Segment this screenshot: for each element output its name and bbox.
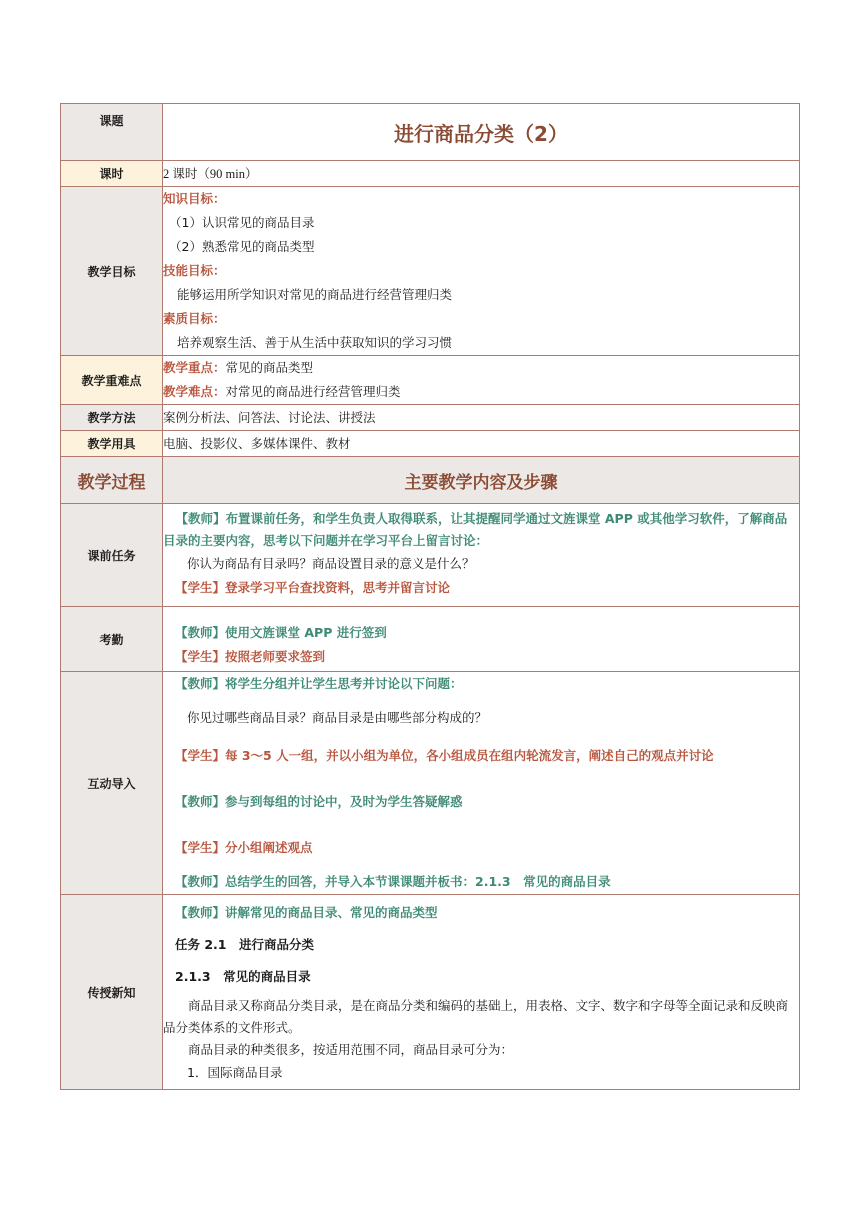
interaction-label: 互动导入: [61, 672, 163, 895]
attendance-teacher: 【教师】使用文旌课堂 APP 进行签到: [175, 625, 387, 640]
quality-item-1: 培养观察生活、善于从生活中获取知识的学习习惯: [177, 335, 453, 350]
interaction-student-1: 【学生】每 3～5 人一组，并以小组为单位，各小组成员在组内轮流发言，阐述自己的观点并讨论: [175, 748, 714, 763]
interaction-question: 你见过哪些商品目录？商品目录是由哪些部分构成的？: [187, 710, 488, 725]
focus-text: 常见的商品类型: [225, 360, 314, 375]
new-knowledge-row: [61, 895, 800, 1090]
list-item-1: 1．国际商品目录: [187, 1065, 283, 1080]
difficulty-line: [163, 380, 799, 404]
title-label: 课题: [61, 104, 163, 161]
methods-label: 教学方法: [61, 405, 163, 431]
tools-label: 教学用具: [61, 431, 163, 457]
new-knowledge-content: [163, 895, 800, 1090]
attendance-row: [61, 607, 800, 672]
pre-class-row: [61, 504, 800, 607]
objectives-content: [163, 187, 800, 356]
keypoints-content: [163, 356, 800, 405]
interaction-teacher-1: 【教师】将学生分组并让学生思考并讨论以下问题：: [175, 676, 463, 691]
hours-row: [61, 161, 800, 187]
interaction-teacher-2: 【教师】参与到每组的讨论中，及时为学生答疑解惑: [175, 794, 463, 809]
pre-class-label: 课前任务: [61, 504, 163, 607]
paragraph-1: 商品目录又称商品分类目录，是在商品分类和编码的基础上，用表格、文字、数字和字母等全面记录和反映商品分类体系的文件形式。: [163, 998, 789, 1035]
keypoints-label: 教学重难点: [61, 356, 163, 405]
difficulty-heading: 教学难点：: [163, 384, 226, 399]
title-row: [61, 104, 800, 161]
methods-value: 案例分析法、问答法、讨论法、讲授法: [163, 405, 800, 431]
lesson-title: 进行商品分类（2）: [163, 104, 800, 161]
pre-class-content: [163, 504, 800, 607]
knowledge-heading: 知识目标：: [163, 191, 226, 206]
pre-class-student: 【学生】登录学习平台查找资料，思考并留言讨论: [175, 580, 451, 595]
process-header-row: [61, 457, 800, 504]
interaction-teacher-3: 【教师】总结学生的回答，并导入本节课课题并板书：2.1.3 常见的商品目录: [175, 874, 611, 889]
process-header-right: 主要教学内容及步骤: [163, 457, 800, 504]
interaction-student-2: 【学生】分小组阐述观点: [175, 840, 313, 855]
skill-heading: 技能目标：: [163, 263, 226, 278]
interaction-content: [163, 672, 800, 895]
attendance-label: 考勤: [61, 607, 163, 672]
focus-line: [163, 356, 799, 380]
hours-value: 2 课时（90 min）: [163, 161, 800, 187]
tools-row: [61, 431, 800, 457]
tools-value: 电脑、投影仪、多媒体课件、教材: [163, 431, 800, 457]
pre-class-question: 你认为商品有目录吗？商品设置目录的意义是什么？: [187, 556, 475, 571]
attendance-content: [163, 607, 800, 672]
interaction-row: [61, 672, 800, 895]
objectives-row: [61, 187, 800, 356]
paragraph-2: 商品目录的种类很多，按适用范围不同，商品目录可分为：: [188, 1042, 514, 1057]
quality-heading: 素质目标：: [163, 311, 226, 326]
new-knowledge-label: 传授新知: [61, 895, 163, 1090]
pre-class-teacher: 【教师】布置课前任务，和学生负责人取得联系，让其提醒同学通过文旌课堂 APP 或其他学习软件，了解商品目录的主要内容，思考以下问题并在学习平台上留言讨论：: [163, 511, 788, 548]
methods-row: [61, 405, 800, 431]
focus-heading: 教学重点：: [163, 360, 226, 375]
new-knowledge-teacher: 【教师】讲解常见的商品目录、常见的商品类型: [175, 905, 438, 920]
skill-item-1: 能够运用所学知识对常见的商品进行经营管理归类: [177, 287, 453, 302]
hours-label: 课时: [61, 161, 163, 187]
attendance-student: 【学生】按照老师要求签到: [175, 649, 326, 664]
process-header-left: 教学过程: [61, 457, 163, 504]
objectives-label: 教学目标: [61, 187, 163, 356]
lesson-plan-table: [60, 103, 800, 1090]
task-heading: 任务 2.1 进行商品分类: [175, 937, 314, 952]
difficulty-text: 对常见的商品进行经营管理归类: [225, 384, 401, 399]
knowledge-item-1: （1）认识常见的商品目录: [169, 215, 315, 230]
keypoints-row: [61, 356, 800, 405]
section-heading: 2.1.3 常见的商品目录: [175, 969, 311, 984]
knowledge-item-2: （2）熟悉常见的商品类型: [169, 239, 315, 254]
